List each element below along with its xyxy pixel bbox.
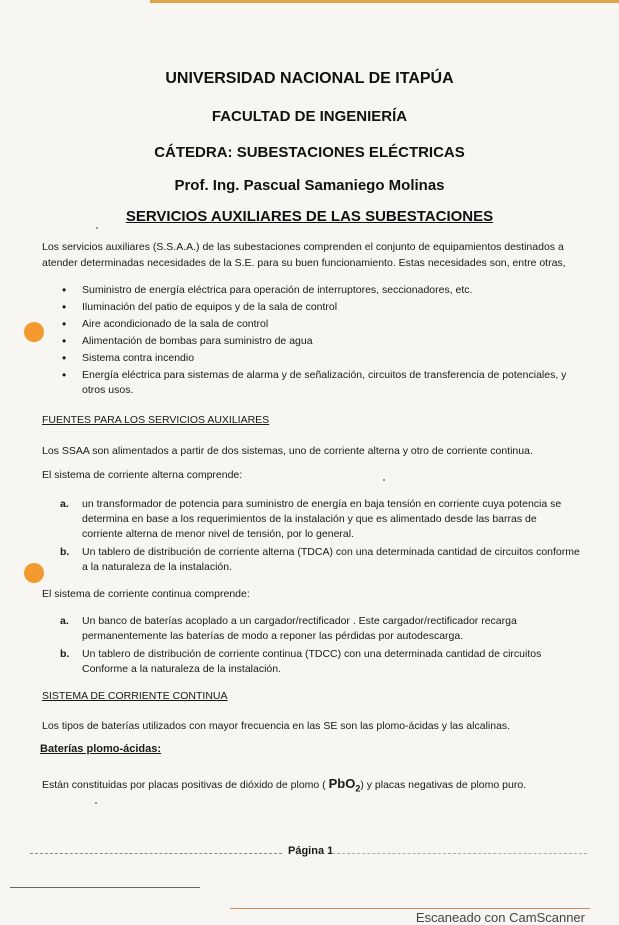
dc-system-heading: SISTEMA DE CORRIENTE CONTINUA [42,690,228,702]
item-marker: a. [60,615,69,627]
item-text: un transformador de potencia para suministro de energía en baja tensión en corriente cuya potencia se determina en base a los requerimientos de la instalación y que es alimentado desde las barras de corriente alterna de menor nivel de tensión, por lo general. [82,498,562,540]
item-marker: b. [60,546,70,558]
scanner-watermark: Escaneado con CamScanner [415,910,585,925]
ac-intro: El sistema de corriente alterna comprende: [42,469,243,481]
sources-heading: FUENTES PARA LOS SERVICIOS AUXILIARES [42,414,270,426]
footer-line [30,853,282,854]
ac-items-list [60,497,580,578]
footer-line [332,853,587,854]
list-item: • Energía eléctrica para sistemas de alarma y de señalización, circuitos de transferencia de potenciales, y otros usos. [62,368,592,398]
list-item: • Iluminación del patio de equipos y de la sala de control [62,300,592,315]
item-text: Un tablero de distribución de corriente alterna (TDCA) con una determinada cantidad de circuitos conforme a la naturaleza de la instalación. [82,546,580,573]
dc-items-list [60,614,580,680]
chair-heading: CÁTEDRA: SUBESTACIONES ELÉCTRICAS [154,144,465,161]
formula-base: PbO [328,776,356,791]
item-marker: b. [60,648,70,660]
intro-paragraph: Los servicios auxiliares (S.S.A.A.) de las subestaciones comprenden el conjunto de equipamientos destinados a atender determinadas necesidades de la S.E. para su buen funcionamiento. Estas necesidades son, entre otras, [42,241,566,269]
list-item [60,614,580,644]
speck [383,479,385,481]
item-text: Un tablero de distribución de corriente continua (TDCC) con una determinada cantidad de circuitos Conforme a la naturaleza de la instalación. [82,648,542,675]
page-number [288,845,333,857]
lead-acid-text-after: ) y placas negativas de plomo puro. [360,779,527,791]
lead-acid-heading: Baterías plomo-ácidas: [40,743,162,755]
list-item [60,497,580,542]
list-item [60,647,580,677]
list-item: • Aire acondicionado de la sala de control [62,317,592,332]
list-item: • Suministro de energía eléctrica para operación de interruptores, seccionadores, etc. [62,283,592,298]
university-heading: UNIVERSIDAD NACIONAL DE ITAPÚA [165,70,454,87]
formula-subscript: 2 [355,783,361,794]
needs-list [62,283,592,400]
list-item: • Sistema contra incendio [62,351,592,366]
speck [95,802,97,804]
list-item [60,545,580,575]
dc-system-paragraph: Los tipos de baterías utilizados con mayor frecuencia en las SE son las plomo-ácidas y las alcalinas. [42,720,511,732]
lead-acid-text-before: Están constituidas por placas positivas de dióxido de plomo ( [42,779,329,791]
item-marker: a. [60,498,69,510]
professor-heading: Prof. Ing. Pascual Samaniego Molinas [174,177,445,194]
document-title: SERVICIOS AUXILIARES DE LAS SUBESTACIONES [125,208,494,225]
speck [96,227,98,229]
bottom-rule [10,887,200,888]
dc-intro: El sistema de corriente continua comprende: [42,588,250,600]
lead-acid-paragraph [42,776,602,797]
punch-hole-mark [24,563,44,583]
bottom-rule [230,908,590,909]
punch-hole-mark [24,322,44,342]
page-label: Página [288,845,325,857]
page-number-value: 1 [327,845,334,857]
chemical-formula [328,776,361,794]
faculty-heading: FACULTAD DE INGENIERÍA [211,108,408,125]
list-item: • Alimentación de bombas para suministro de agua [62,334,592,349]
sources-paragraph: Los SSAA son alimentados a partir de dos sistemas, uno de corriente alterna y otro de corriente continua. [42,445,533,457]
top-edge-line [150,0,619,3]
item-text: Un banco de baterías acoplado a un cargador/rectificador . Este cargador/rectificador recarga permanentemente las baterías de modo a reponer las pérdidas por autodescarga. [82,615,517,642]
